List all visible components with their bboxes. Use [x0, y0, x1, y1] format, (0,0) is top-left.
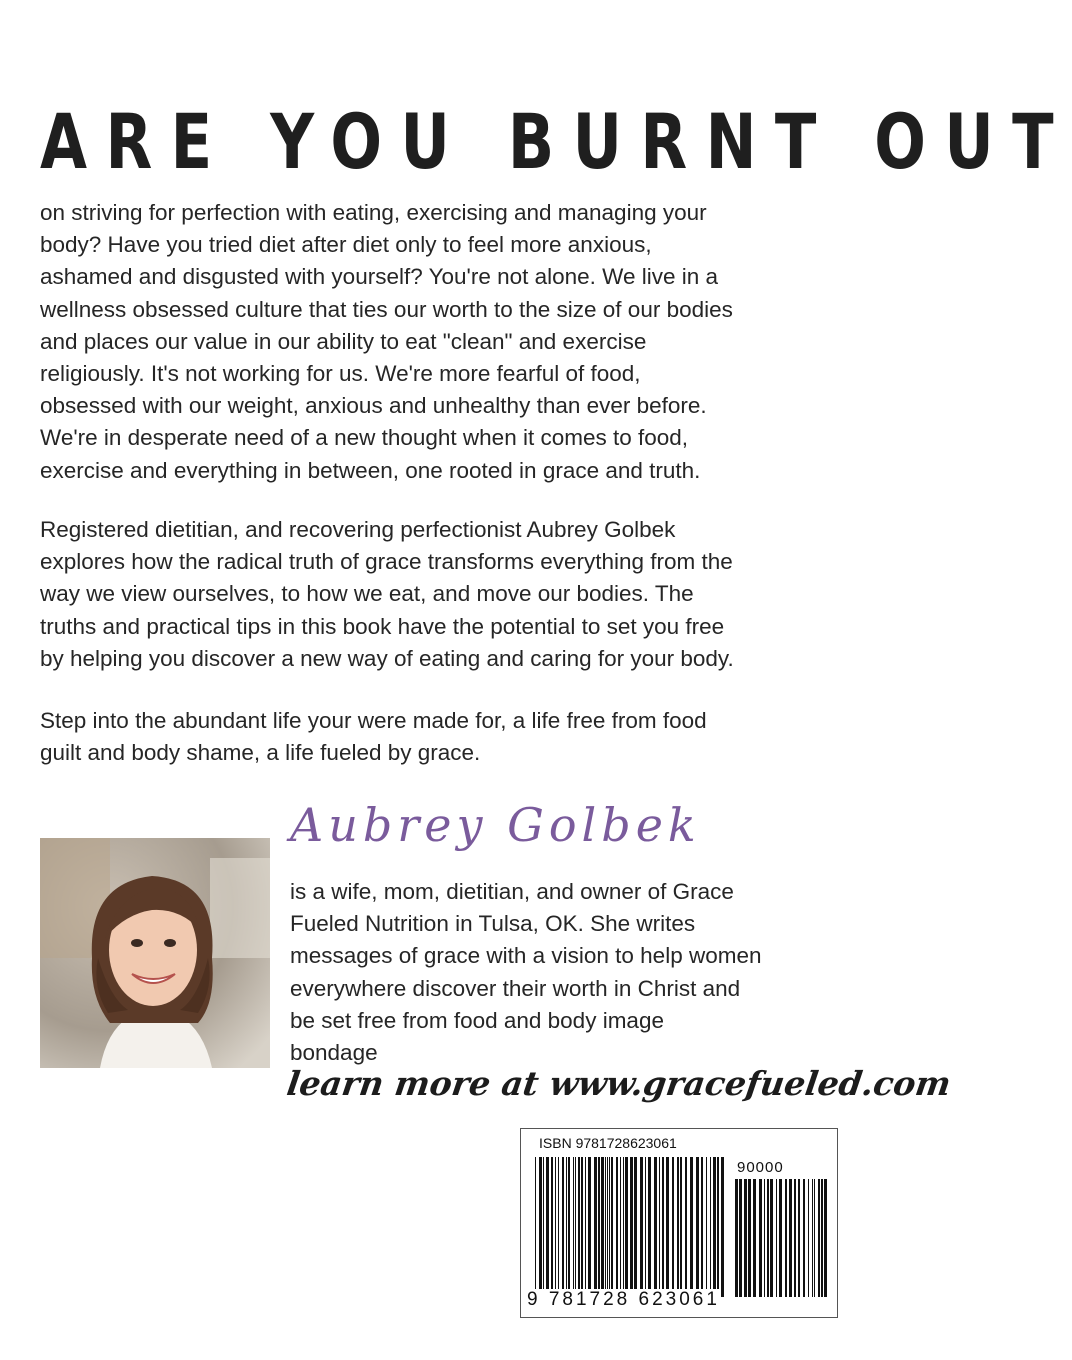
barcode-bar	[634, 1157, 637, 1297]
text-line: be set free from food and body image	[290, 1007, 664, 1033]
barcode-bar	[672, 1157, 674, 1297]
barcode-bar	[706, 1157, 707, 1297]
barcode-digits: 9 781728 623061	[527, 1289, 720, 1310]
barcode-bar	[620, 1157, 621, 1297]
barcode-bar	[710, 1157, 711, 1297]
barcode-bar	[677, 1157, 679, 1297]
author-name: Aubrey Golbek	[290, 798, 701, 852]
barcode-bar	[808, 1179, 809, 1297]
headline: ARE YOU BURNT OUT	[40, 97, 1072, 186]
addon-barcode-bars	[735, 1179, 827, 1297]
barcode-bar	[605, 1157, 606, 1297]
price-code: 90000	[737, 1159, 784, 1176]
text-line: Registered dietitian, and recovering perfectionist Aubrey Golbek	[40, 517, 676, 542]
barcode-bar	[770, 1179, 773, 1297]
text-line: truths and practical tips in this book have the potential to set you free	[40, 613, 725, 639]
barcode-bar	[779, 1179, 782, 1297]
barcode-bar	[753, 1179, 756, 1297]
barcode-bar	[581, 1157, 583, 1297]
barcode-bar	[625, 1157, 628, 1297]
text-line: Fueled Nutrition in Tulsa, OK. She writes	[290, 911, 696, 937]
barcode-bar	[662, 1157, 664, 1297]
text-line: messages of grace with a vision to help women	[290, 943, 762, 969]
barcode-bar	[645, 1157, 646, 1297]
learn-more-link[interactable]: learn more at www.gracefueled.com	[284, 1064, 954, 1103]
barcode-bar	[789, 1179, 792, 1297]
barcode-bar	[764, 1179, 765, 1297]
text-line: everywhere discover their worth in Christ and	[290, 975, 741, 1001]
barcode-bar	[630, 1157, 633, 1297]
text-line: body? Have you tried diet after diet only to feel more anxious,	[40, 232, 652, 258]
barcode-bar	[818, 1179, 820, 1297]
text-line: and places our value in our ability to eat "clean" and exercise	[40, 328, 647, 354]
barcode-bar	[776, 1179, 777, 1297]
barcode-bar	[735, 1179, 738, 1297]
barcode	[520, 1128, 838, 1318]
text-line: by helping you discover a new way of eating and caring for your body.	[40, 645, 734, 671]
barcode-bar	[701, 1157, 703, 1297]
barcode-bar	[616, 1157, 618, 1297]
text-line: way we view ourselves, to how we eat, and move our bodies. The	[40, 581, 694, 607]
barcode-bar	[585, 1157, 586, 1297]
barcode-bar	[812, 1179, 813, 1297]
barcode-bar	[607, 1157, 608, 1297]
barcode-bar	[814, 1179, 815, 1297]
author-bio	[290, 876, 840, 1069]
barcode-bar	[690, 1157, 693, 1297]
barcode-bar	[721, 1157, 724, 1297]
barcode-bar	[821, 1179, 823, 1297]
barcode-bar	[539, 1157, 542, 1297]
barcode-bar	[824, 1179, 827, 1297]
isbn-label: ISBN 9781728623061	[539, 1135, 677, 1151]
barcode-bar	[601, 1157, 604, 1297]
barcode-bar	[609, 1157, 610, 1297]
barcode-bar	[767, 1179, 769, 1297]
barcode-bar	[623, 1157, 624, 1297]
barcode-bar	[598, 1157, 600, 1297]
barcode-bar	[717, 1157, 719, 1297]
barcode-bar	[785, 1179, 787, 1297]
barcode-bar	[558, 1157, 559, 1297]
text-line: wellness obsessed culture that ties our worth to the size of our bodies	[40, 296, 733, 322]
barcode-bar	[803, 1179, 805, 1297]
text-line: obsessed with our weight, anxious and unhealthy than ever before.	[40, 393, 707, 419]
barcode-bar	[568, 1157, 570, 1297]
text-line: on striving for perfection with eating, exercising and managing your	[40, 200, 707, 225]
text-line: ashamed and disgusted with yourself? You're not alone. We live in a	[40, 264, 719, 290]
barcode-bar	[566, 1157, 567, 1297]
text-line: religiously. It's not working for us. We're more fearful of food,	[40, 361, 641, 387]
barcode-bar	[680, 1157, 682, 1297]
barcode-bar	[573, 1157, 574, 1297]
barcode-bar	[713, 1157, 716, 1297]
barcode-bar	[588, 1157, 591, 1297]
barcode-bar	[748, 1179, 751, 1297]
barcode-bar	[543, 1157, 544, 1297]
barcode-bar	[578, 1157, 580, 1297]
barcode-bar	[640, 1157, 643, 1297]
text-line: We're in desperate need of a new thought when it comes to food,	[40, 425, 689, 451]
text-line: exercise and everything in between, one rooted in grace and truth.	[40, 457, 701, 483]
barcode-bar	[575, 1157, 576, 1297]
barcode-bar	[744, 1179, 747, 1297]
about-paragraph	[40, 514, 840, 675]
text-line: Step into the abundant life your were made for, a life free from food	[40, 708, 707, 733]
text-line: is a wife, mom, dietitian, and owner of Grace	[290, 879, 734, 904]
barcode-bar	[659, 1157, 660, 1297]
barcode-bar	[759, 1179, 762, 1297]
text-line: bondage	[290, 1040, 378, 1066]
barcode-bar	[696, 1157, 699, 1297]
barcode-bar	[739, 1179, 742, 1297]
barcode-bar	[666, 1157, 669, 1297]
barcode-bar	[546, 1157, 549, 1297]
intro-paragraph	[40, 197, 840, 487]
barcode-bar	[794, 1179, 796, 1297]
barcode-bar	[535, 1157, 536, 1297]
barcode-bar	[654, 1157, 657, 1297]
barcode-bar	[555, 1157, 556, 1297]
text-line: explores how the radical truth of grace transforms everything from the	[40, 549, 733, 575]
closing-paragraph	[40, 705, 840, 769]
barcode-bar	[551, 1157, 553, 1297]
barcode-bars	[535, 1157, 725, 1297]
barcode-bar	[562, 1157, 564, 1297]
barcode-bar	[594, 1157, 597, 1297]
barcode-bar	[611, 1157, 613, 1297]
author-photo	[40, 838, 270, 1068]
text-line: guilt and body shame, a life fueled by grace.	[40, 740, 481, 766]
barcode-bar	[685, 1157, 687, 1297]
barcode-bar	[648, 1157, 651, 1297]
barcode-bar	[798, 1179, 800, 1297]
